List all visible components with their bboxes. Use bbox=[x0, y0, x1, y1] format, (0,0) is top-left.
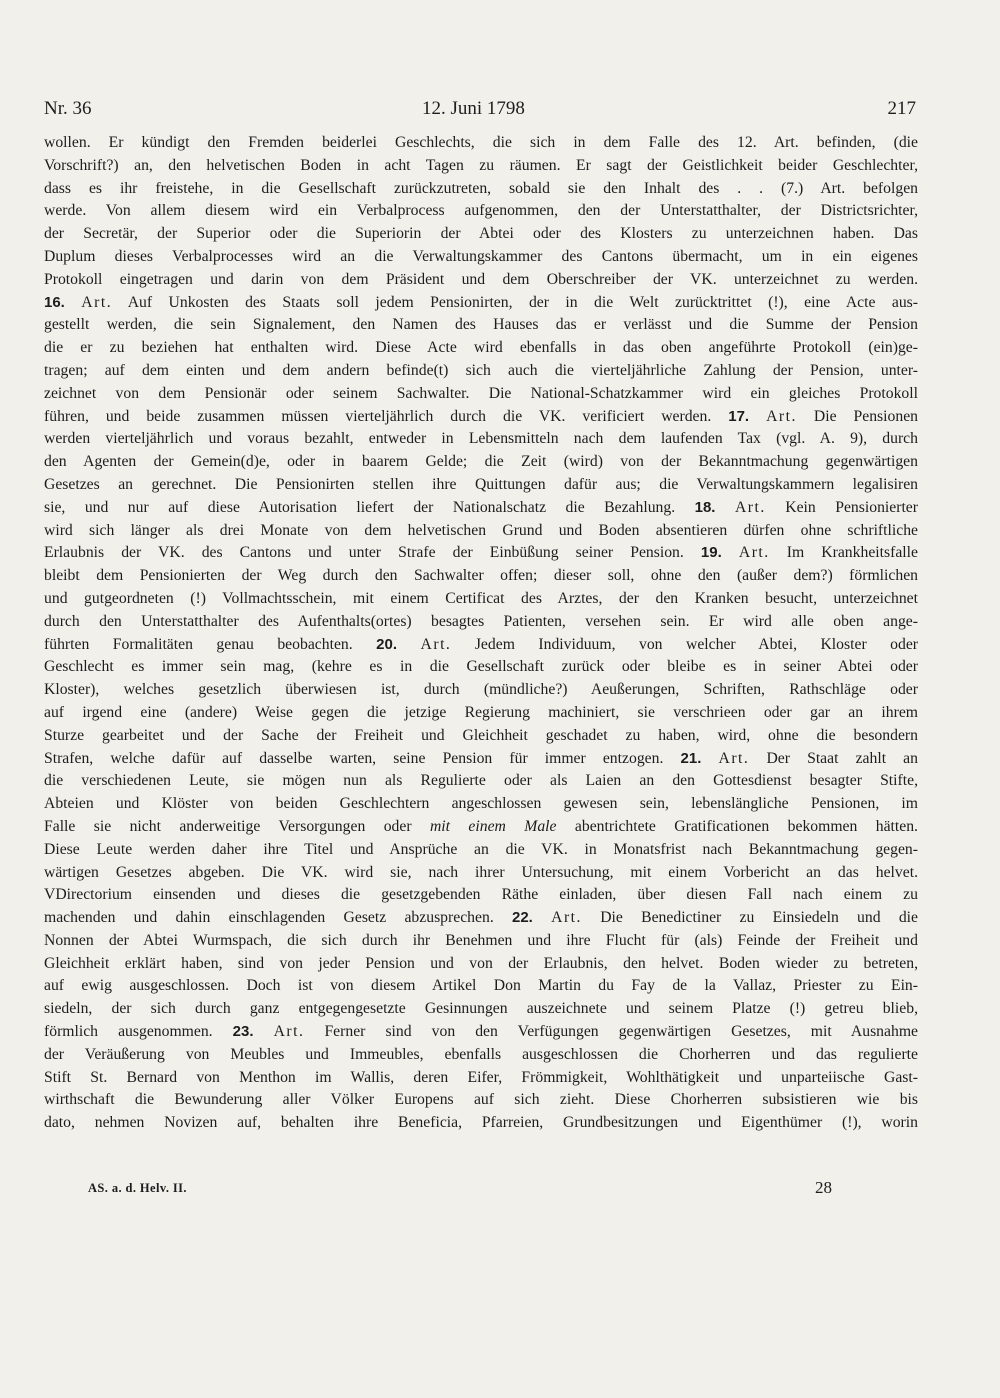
text-line bbox=[44, 725, 918, 748]
body-text bbox=[44, 132, 918, 1135]
text-segment: Kein Pensionierter bbox=[765, 498, 918, 516]
text-segment bbox=[254, 1023, 274, 1040]
text-line bbox=[44, 314, 918, 337]
text-segment: wird sich länger als drei Monate von dem helvetischen Grund und Boden absentieren dürfen ohne schriftliche bbox=[44, 521, 918, 539]
text-segment: Die Pensionen bbox=[796, 407, 918, 425]
text-line bbox=[44, 816, 918, 839]
text-segment: Die Benedictiner zu Einsiedeln und die bbox=[581, 909, 919, 927]
text-line bbox=[44, 497, 918, 520]
text-line bbox=[44, 793, 918, 816]
text-segment: Nonnen der Abtei Wurmspach, die sich durch ihr Benehmen und ihre Flucht für (als) Feinde der Freiheit und bbox=[44, 931, 918, 949]
text-segment: Gleichheit erklärt haben, sind von jeder Pension und von der Erlaubnis, den helvet. Boden wieder zu betreten, bbox=[44, 954, 918, 972]
text-line bbox=[44, 884, 918, 907]
text-line bbox=[44, 474, 918, 497]
text-segment: dass es ihr freistehe, in die Gesellschaft zurückzutreten, sobald sie den Inhalt des . . (7.) Art. befolgen bbox=[44, 179, 918, 197]
text-line bbox=[44, 223, 918, 246]
text-segment: Diese Leute werden daher ihre Titel und Ansprüche an die VK. in Monatsfrist nach Bekanntmachung gegen- bbox=[44, 840, 918, 858]
text-segment: Der Staat zahlt an bbox=[749, 749, 918, 767]
text-line bbox=[44, 565, 918, 588]
article-number: 18. bbox=[694, 498, 716, 516]
text-line bbox=[44, 406, 918, 429]
text-segment: führen, und beide zusammen müssen vierteljährlich durch die VK. verificiert werden. bbox=[44, 407, 729, 425]
text-line bbox=[44, 1044, 918, 1067]
article-number: 20. bbox=[376, 635, 398, 653]
text-segment: Auf Unkosten des Staats soll jedem Pensionirten, der in die Welt zurücktrittet (!), eine Acte aus- bbox=[112, 293, 918, 311]
text-segment bbox=[533, 909, 551, 926]
text-line bbox=[44, 998, 918, 1021]
text-segment: Erlaubnis der VK. des Cantons und unter Strafe der Einbüßung seiner Pension. bbox=[44, 544, 701, 562]
text-segment bbox=[701, 750, 718, 767]
text-segment: tragen; auf dem einten und dem andern befinde(t) sich auch die vierteljährliche Zahlung der Pension, unter- bbox=[44, 361, 918, 379]
text-segment: Abteien und Klöster von beiden Geschlechtern angeschlossen gewesen sein, lebenslängliche Pensionen, im bbox=[44, 795, 918, 813]
text-line bbox=[44, 132, 918, 155]
text-segment bbox=[65, 294, 81, 311]
article-number: 16. bbox=[44, 293, 65, 311]
text-segment: werden vierteljährlich und voraus bezahlt, entweder in Lebensmitteln nach dem laufenden Tax (vgl. A. 9), durch bbox=[44, 430, 918, 448]
text-segment: Stift St. Bernard von Menthon im Wallis, deren Eifer, Frömmigkeit, Wohlthätigkeit und unparteiische Gast- bbox=[44, 1068, 918, 1086]
text-segment: der Secretär, der Superior oder die Superiorin der Abtei oder des Klosters zu unterzeichnen haben. Das bbox=[44, 225, 918, 243]
text-segment: die er zu beziehen hat enthalten wird. Diese Acte wird ebenfalls in das oben angeführte Protokoll (ein)ge- bbox=[44, 339, 918, 357]
text-line bbox=[44, 679, 918, 702]
text-segment: Im Krankheitsfalle bbox=[769, 544, 918, 562]
text-segment: Jedem Individuum, von welcher Abtei, Kloster oder bbox=[451, 635, 919, 653]
article-label: Art. bbox=[551, 909, 582, 927]
text-line bbox=[44, 862, 918, 885]
text-line bbox=[44, 292, 918, 315]
text-line bbox=[44, 770, 918, 793]
text-line bbox=[44, 155, 918, 178]
text-line bbox=[44, 656, 918, 679]
text-line bbox=[44, 360, 918, 383]
text-segment: dato, nehmen Novizen auf, behalten ihre Beneficia, Pfarreien, Grundbesitzungen und Eigenthümer (!), worin bbox=[44, 1114, 918, 1132]
text-segment: Falle sie nicht anderweitige Versorgungen oder bbox=[44, 817, 430, 835]
text-segment bbox=[397, 636, 420, 653]
text-segment: die verschiedenen Leute, sie mögen nun als Regulierte oder als Laien an den Gottesdienst besagter Stifte, bbox=[44, 772, 918, 790]
page-header bbox=[44, 98, 916, 126]
article-number: 22. bbox=[512, 909, 533, 927]
text-segment bbox=[749, 408, 766, 425]
footer-signature: AS. a. d. Helv. II. bbox=[88, 1181, 187, 1195]
text-line bbox=[44, 1067, 918, 1090]
text-segment: auf irgend eine (andere) Weise gegen die jetzige Regierung machiniert, sie verschrieen oder gar an ihrem bbox=[44, 703, 918, 721]
article-label: Art. bbox=[81, 293, 113, 311]
article-label: Art. bbox=[766, 407, 797, 425]
text-segment bbox=[722, 544, 739, 561]
text-segment: auf ewig ausgeschlossen. Doch ist von diesem Artikel Don Martin du Fay de la Vallaz, Priester zu Ein- bbox=[44, 977, 918, 995]
text-line bbox=[44, 178, 918, 201]
text-line bbox=[44, 634, 918, 657]
text-segment: gestellt werden, die sein Signalement, den Namen des Hauses das er verlässt und die Summe der Pension bbox=[44, 316, 918, 334]
text-line bbox=[44, 1089, 918, 1112]
text-segment: werde. Von allem diesem wird ein Verbalprocess aufgenommen, den der Unterstatthalter, der Districtsrichter, bbox=[44, 202, 918, 220]
text-line bbox=[44, 383, 918, 406]
article-number: 17. bbox=[728, 407, 750, 425]
document-number: Nr. 36 bbox=[44, 98, 92, 119]
text-line bbox=[44, 907, 918, 930]
text-line bbox=[44, 200, 918, 223]
text-segment: abentrichtete Gratificationen bekommen hätten. bbox=[556, 817, 918, 835]
text-segment: Duplum dieses Verbalprocesses wird an die Verwaltungskammer des Cantons übermacht, um in ein eigenes bbox=[44, 247, 918, 265]
emphasized-text: mit einem Male bbox=[429, 817, 557, 835]
text-line bbox=[44, 930, 918, 953]
text-line bbox=[44, 975, 918, 998]
text-segment bbox=[715, 499, 734, 516]
text-line bbox=[44, 702, 918, 725]
article-label: Art. bbox=[273, 1023, 305, 1041]
text-line bbox=[44, 542, 918, 565]
text-segment: führten Formalitäten genau beobachten. bbox=[44, 635, 377, 653]
text-line bbox=[44, 451, 918, 474]
text-segment: Protokoll eingetragen und darin von dem Präsident und dem Oberschreiber der VK. unterzeichnet zu werden. bbox=[44, 270, 918, 288]
text-line bbox=[44, 839, 918, 862]
text-line bbox=[44, 611, 918, 634]
text-segment: förmlich ausgenommen. bbox=[44, 1023, 233, 1041]
text-segment: Gesetzes an gerechnet. Die Pensionirten stellen ihre Quittungen dafür aus; die Verwaltungskammern legalisiren bbox=[44, 475, 918, 493]
text-line bbox=[44, 1021, 918, 1044]
text-line bbox=[44, 337, 918, 360]
page-number: 217 bbox=[887, 98, 916, 119]
document-date: 12. Juni 1798 bbox=[422, 98, 525, 119]
article-label: Art. bbox=[734, 498, 766, 516]
text-segment: wärtigen Gesetzes abgeben. Die VK. wird sie, nach ihrer Untersuchung, mit einem Vorbericht an das helvet. bbox=[44, 863, 918, 881]
text-segment: wirthschaft die Bewunderung aller Völker Europens auf sich zieht. Diese Chorherren subsistieren wie bis bbox=[44, 1091, 918, 1109]
text-segment: VDirectorium einsenden und dieses die gesetzgebenden Räthe einladen, über diesen Fall nach einem zu bbox=[44, 886, 918, 904]
text-line bbox=[44, 953, 918, 976]
text-segment: Geschlecht es immer sein mag, (kehre es in die Gesellschaft zurück oder bleibe es in seiner Abtei oder bbox=[44, 658, 918, 676]
text-line bbox=[44, 748, 918, 771]
text-segment: wollen. Er kündigt den Fremden beiderlei Geschlechts, die sich in dem Falle des 12. Art. befinden, (die bbox=[44, 134, 918, 151]
text-line bbox=[44, 588, 918, 611]
text-line bbox=[44, 1112, 918, 1135]
text-line bbox=[44, 269, 918, 292]
text-line bbox=[44, 520, 918, 543]
text-segment: Kloster), welches gesetzlich überwiesen ist, durch (mündliche?) Aeußerungen, Schriften, Rathschläge oder bbox=[44, 681, 918, 699]
article-label: Art. bbox=[738, 544, 770, 562]
article-number: 23. bbox=[232, 1023, 254, 1041]
sheet-number: 28 bbox=[815, 1178, 832, 1197]
text-segment: Strafen, welche dafür auf dasselbe warten, seine Pension für immer entzogen. bbox=[44, 749, 681, 767]
article-number: 21. bbox=[680, 749, 702, 767]
article-number: 19. bbox=[700, 544, 722, 562]
text-segment: sie, und nur auf diese Autorisation liefert der Nationalschatz die Bezahlung. bbox=[44, 498, 695, 516]
text-segment: zeichnet von dem Pensionär oder seinem Sachwalter. Die National-Schatzkammer wird ein gleiches Protokoll bbox=[44, 384, 918, 402]
text-segment: Sturze gearbeitet und der Sache der Freiheit und Gleichheit geschadet zu haben, wird, ohne die besondern bbox=[44, 726, 918, 744]
text-segment: durch den Unterstatthalter des Aufenthalts(ortes) besagtes Patienten, versehen sein. Er wird alle oben ange- bbox=[44, 612, 918, 630]
article-label: Art. bbox=[420, 635, 452, 653]
text-segment: den Agenten der Gemein(d)e, oder in baarem Gelde; die Zeit (wird) von der Bekanntmachung gegenwärtigen bbox=[44, 453, 918, 471]
text-segment: Vorschrift?) an, den helvetischen Boden in acht Tagen zu räumen. Er sagt der Geistlichkeit beider Geschlechter, bbox=[44, 156, 918, 174]
article-label: Art. bbox=[718, 749, 750, 767]
text-line bbox=[44, 246, 918, 269]
text-segment: und gutgeordneten (!) Vollmachtsschein, mit einem Certificat des Arztes, der den Kranken besucht, unterzeichnet bbox=[44, 589, 918, 607]
text-segment: bleibt dem Pensionierten der Weg durch den Sachwalter offen; dieser soll, ohne den (außer dem?) förmlichen bbox=[44, 567, 918, 585]
text-segment: machenden und dahin einschlagenden Gesetz abzusprechen. bbox=[44, 909, 512, 927]
text-segment: siedeln, der sich durch ganz entgegengesetzte Gesinnungen auszeichnete und seinem Platze (!) getreu blieb, bbox=[44, 1000, 918, 1018]
text-line bbox=[44, 428, 918, 451]
text-segment: Ferner sind von den Verfügungen gegenwärtigen Gesetzes, mit Ausnahme bbox=[304, 1023, 918, 1041]
text-segment: der Veräußerung von Meubles und Immeubles, ebenfalls ausgeschlossen die Chorherren und das regulierte bbox=[44, 1045, 918, 1063]
